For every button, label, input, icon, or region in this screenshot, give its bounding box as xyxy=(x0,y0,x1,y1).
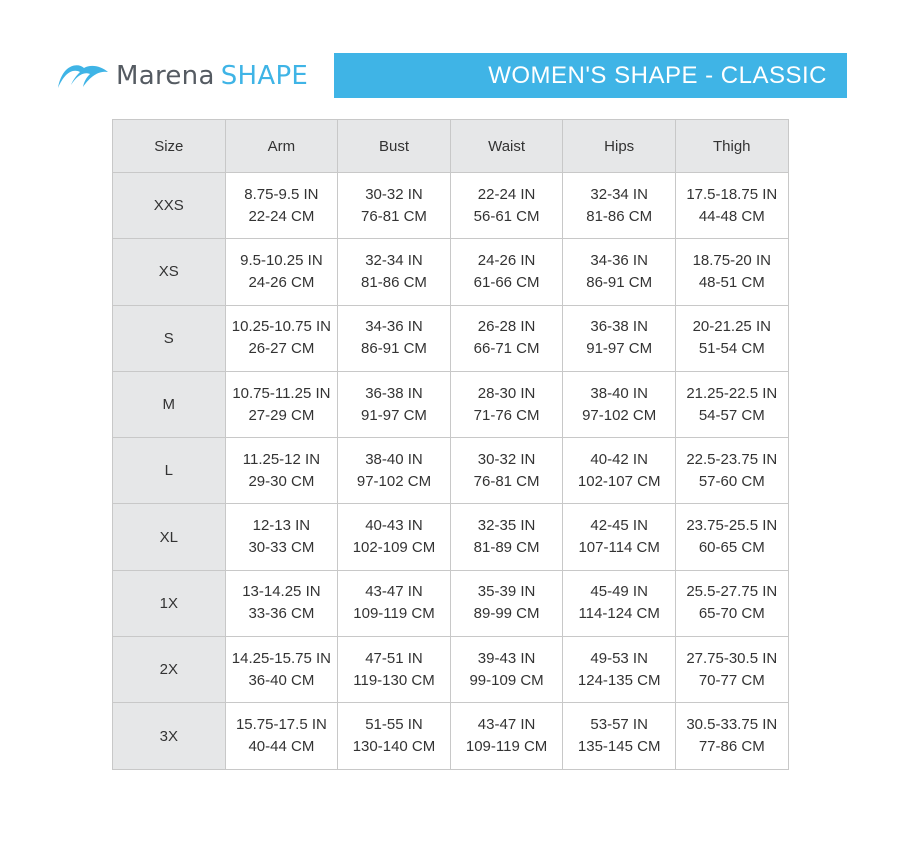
measurement-cell xyxy=(675,637,788,703)
measurement-cm: 66-71 CM xyxy=(473,340,540,358)
size-label: S xyxy=(113,305,226,371)
measurement-cm: 30-33 CM xyxy=(248,539,315,557)
measurement-inches: 14.25-15.75 IN xyxy=(231,649,332,667)
measurement-inches: 26-28 IN xyxy=(477,318,536,336)
measurement-inches: 49-53 IN xyxy=(590,649,648,667)
measurement-cell xyxy=(225,173,338,239)
measurement-inches: 32-34 IN xyxy=(590,185,648,203)
measurement-inches: 20-21.25 IN xyxy=(692,318,771,336)
table-row xyxy=(113,239,789,305)
measurement-cm: 57-60 CM xyxy=(698,472,765,490)
measurement-cell xyxy=(225,570,338,636)
measurement-cell xyxy=(450,637,563,703)
measurement-cell xyxy=(338,305,451,371)
column-header-bust: Bust xyxy=(338,120,451,173)
brand-wordmark xyxy=(116,63,308,89)
column-header-size: Size xyxy=(113,120,226,173)
measurement-inches: 40-43 IN xyxy=(365,517,423,535)
measurement-inches: 32-35 IN xyxy=(477,517,536,535)
size-label: 1X xyxy=(113,570,226,636)
measurement-inches: 45-49 IN xyxy=(590,583,648,601)
measurement-cell xyxy=(675,703,788,769)
measurement-cm: 102-109 CM xyxy=(352,539,436,557)
measurement-cell xyxy=(338,371,451,437)
measurement-cell xyxy=(563,637,676,703)
measurement-cell xyxy=(675,371,788,437)
measurement-cm: 70-77 CM xyxy=(698,671,765,689)
measurement-inches: 30-32 IN xyxy=(477,450,536,468)
measurement-cm: 89-99 CM xyxy=(473,605,540,623)
measurement-cell xyxy=(450,239,563,305)
measurement-inches: 35-39 IN xyxy=(477,583,536,601)
measurement-cm: 109-119 CM xyxy=(465,738,548,756)
measurement-inches: 27.75-30.5 IN xyxy=(686,649,778,667)
measurement-cm: 135-145 CM xyxy=(577,738,661,756)
measurement-cm: 60-65 CM xyxy=(698,539,765,557)
measurement-cm: 81-86 CM xyxy=(361,273,427,291)
measurement-cm: 71-76 CM xyxy=(473,406,540,424)
measurement-cm: 36-40 CM xyxy=(248,671,315,689)
measurement-cell xyxy=(675,570,788,636)
measurement-cm: 48-51 CM xyxy=(698,273,765,291)
brand-name: Marena xyxy=(116,61,215,91)
measurement-inches: 43-47 IN xyxy=(365,583,423,601)
measurement-cm: 54-57 CM xyxy=(698,406,765,424)
measurement-cm: 91-97 CM xyxy=(361,406,427,424)
measurement-cell xyxy=(338,438,451,504)
table-row xyxy=(113,703,789,769)
measurement-inches: 17.5-18.75 IN xyxy=(686,185,778,203)
measurement-cell xyxy=(225,637,338,703)
brand-logo xyxy=(56,54,308,98)
measurement-cm: 81-89 CM xyxy=(473,539,540,557)
measurement-cm: 86-91 CM xyxy=(361,340,427,358)
size-table xyxy=(112,119,789,770)
measurement-inches: 30.5-33.75 IN xyxy=(686,716,778,734)
measurement-cm: 119-130 CM xyxy=(353,671,435,689)
measurement-inches: 38-40 IN xyxy=(365,450,423,468)
measurement-inches: 47-51 IN xyxy=(365,649,423,667)
measurement-cm: 61-66 CM xyxy=(473,273,540,291)
measurement-cell xyxy=(225,239,338,305)
table-body xyxy=(113,173,789,770)
measurement-inches: 34-36 IN xyxy=(365,318,423,336)
measurement-cm: 56-61 CM xyxy=(473,207,540,225)
size-label: 2X xyxy=(113,637,226,703)
measurement-cm: 26-27 CM xyxy=(248,340,315,358)
measurement-cell xyxy=(563,173,676,239)
measurement-cm: 97-102 CM xyxy=(582,406,657,424)
measurement-cm: 29-30 CM xyxy=(248,472,315,490)
measurement-cell xyxy=(225,371,338,437)
measurement-inches: 42-45 IN xyxy=(590,517,648,535)
column-header-waist: Waist xyxy=(450,120,563,173)
measurement-cell xyxy=(338,570,451,636)
measurement-inches: 28-30 IN xyxy=(477,384,536,402)
measurement-cm: 40-44 CM xyxy=(248,738,315,756)
column-header-thigh: Thigh xyxy=(675,120,788,173)
measurement-cell xyxy=(450,504,563,570)
measurement-inches: 9.5-10.25 IN xyxy=(240,251,323,269)
measurement-cell xyxy=(563,371,676,437)
measurement-cm: 102-107 CM xyxy=(577,472,661,490)
measurement-cell xyxy=(338,173,451,239)
measurement-cm: 44-48 CM xyxy=(698,207,765,225)
measurement-cm: 91-97 CM xyxy=(586,340,653,358)
table-row xyxy=(113,438,789,504)
measurement-inches: 21.25-22.5 IN xyxy=(686,384,778,402)
measurement-cm: 86-91 CM xyxy=(586,273,653,291)
measurement-cm: 114-124 CM xyxy=(578,605,660,623)
measurement-cell xyxy=(563,305,676,371)
measurement-inches: 25.5-27.75 IN xyxy=(686,583,778,601)
measurement-inches: 39-43 IN xyxy=(477,649,536,667)
measurement-cm: 65-70 CM xyxy=(698,605,765,623)
measurement-inches: 36-38 IN xyxy=(365,384,423,402)
measurement-cell xyxy=(675,438,788,504)
measurement-cell xyxy=(450,173,563,239)
measurement-inches: 12-13 IN xyxy=(252,517,311,535)
measurement-inches: 15.75-17.5 IN xyxy=(235,716,327,734)
measurement-cm: 77-86 CM xyxy=(698,738,765,756)
measurement-cm: 97-102 CM xyxy=(356,472,432,490)
measurement-inches: 22.5-23.75 IN xyxy=(686,450,778,468)
measurement-inches: 10.75-11.25 IN xyxy=(232,384,331,402)
table-row xyxy=(113,504,789,570)
measurement-cell xyxy=(675,504,788,570)
measurement-inches: 22-24 IN xyxy=(477,185,536,203)
page-title-banner xyxy=(334,53,847,98)
measurement-cm: 81-86 CM xyxy=(586,207,653,225)
measurement-cell xyxy=(450,371,563,437)
measurement-cell xyxy=(675,305,788,371)
measurement-cell xyxy=(675,239,788,305)
measurement-cell xyxy=(450,305,563,371)
measurement-inches: 53-57 IN xyxy=(590,716,648,734)
measurement-cell xyxy=(225,305,338,371)
table-row xyxy=(113,570,789,636)
size-label: XS xyxy=(113,239,226,305)
measurement-inches: 30-32 IN xyxy=(365,185,423,203)
measurement-inches: 43-47 IN xyxy=(477,716,536,734)
measurement-inches: 18.75-20 IN xyxy=(692,251,771,269)
measurement-inches: 32-34 IN xyxy=(365,251,423,269)
size-label: XL xyxy=(113,504,226,570)
measurement-cell xyxy=(450,438,563,504)
measurement-cell xyxy=(450,703,563,769)
table-header-row xyxy=(113,120,789,173)
measurement-cm: 99-109 CM xyxy=(469,671,544,689)
size-label: XXS xyxy=(113,173,226,239)
page-title: WOMEN'S SHAPE - CLASSIC xyxy=(488,61,827,89)
measurement-cell xyxy=(338,504,451,570)
measurement-cell xyxy=(450,570,563,636)
measurement-inches: 11.25-12 IN xyxy=(242,450,321,468)
measurement-cell xyxy=(225,703,338,769)
measurement-inches: 24-26 IN xyxy=(477,251,536,269)
measurement-inches: 23.75-25.5 IN xyxy=(686,517,778,535)
measurement-inches: 36-38 IN xyxy=(590,318,648,336)
measurement-cm: 33-36 CM xyxy=(248,605,315,623)
measurement-cell xyxy=(225,504,338,570)
column-header-hips: Hips xyxy=(563,120,676,173)
measurement-cell xyxy=(675,173,788,239)
measurement-cell xyxy=(563,438,676,504)
table-row xyxy=(113,637,789,703)
measurement-inches: 10.25-10.75 IN xyxy=(231,318,332,336)
measurement-cm: 22-24 CM xyxy=(248,207,315,225)
measurement-inches: 38-40 IN xyxy=(590,384,648,402)
measurement-cell xyxy=(225,438,338,504)
measurement-cell xyxy=(563,239,676,305)
measurement-inches: 40-42 IN xyxy=(590,450,648,468)
measurement-cell xyxy=(563,703,676,769)
measurement-cm: 107-114 CM xyxy=(578,539,660,557)
brand-suffix: SHAPE xyxy=(220,61,309,91)
wave-m-logo-icon xyxy=(56,58,110,94)
size-label: 3X xyxy=(113,703,226,769)
measurement-inches: 34-36 IN xyxy=(590,251,648,269)
measurement-cm: 109-119 CM xyxy=(353,605,435,623)
measurement-cell xyxy=(338,239,451,305)
measurement-cm: 76-81 CM xyxy=(361,207,427,225)
measurement-cm: 130-140 CM xyxy=(352,738,436,756)
size-label: M xyxy=(113,371,226,437)
measurement-inches: 51-55 IN xyxy=(365,716,423,734)
measurement-cm: 24-26 CM xyxy=(248,273,315,291)
measurement-cell xyxy=(338,703,451,769)
measurement-cm: 27-29 CM xyxy=(248,406,315,424)
measurement-cell xyxy=(563,504,676,570)
table-row xyxy=(113,305,789,371)
measurement-inches: 8.75-9.5 IN xyxy=(244,185,319,203)
table-row xyxy=(113,371,789,437)
measurement-cm: 51-54 CM xyxy=(698,340,765,358)
column-header-arm: Arm xyxy=(225,120,338,173)
measurement-cell xyxy=(338,637,451,703)
table-row xyxy=(113,173,789,239)
measurement-cell xyxy=(563,570,676,636)
measurement-cm: 124-135 CM xyxy=(577,671,661,689)
measurement-inches: 13-14.25 IN xyxy=(242,583,321,601)
measurement-cm: 76-81 CM xyxy=(473,472,540,490)
size-label: L xyxy=(113,438,226,504)
